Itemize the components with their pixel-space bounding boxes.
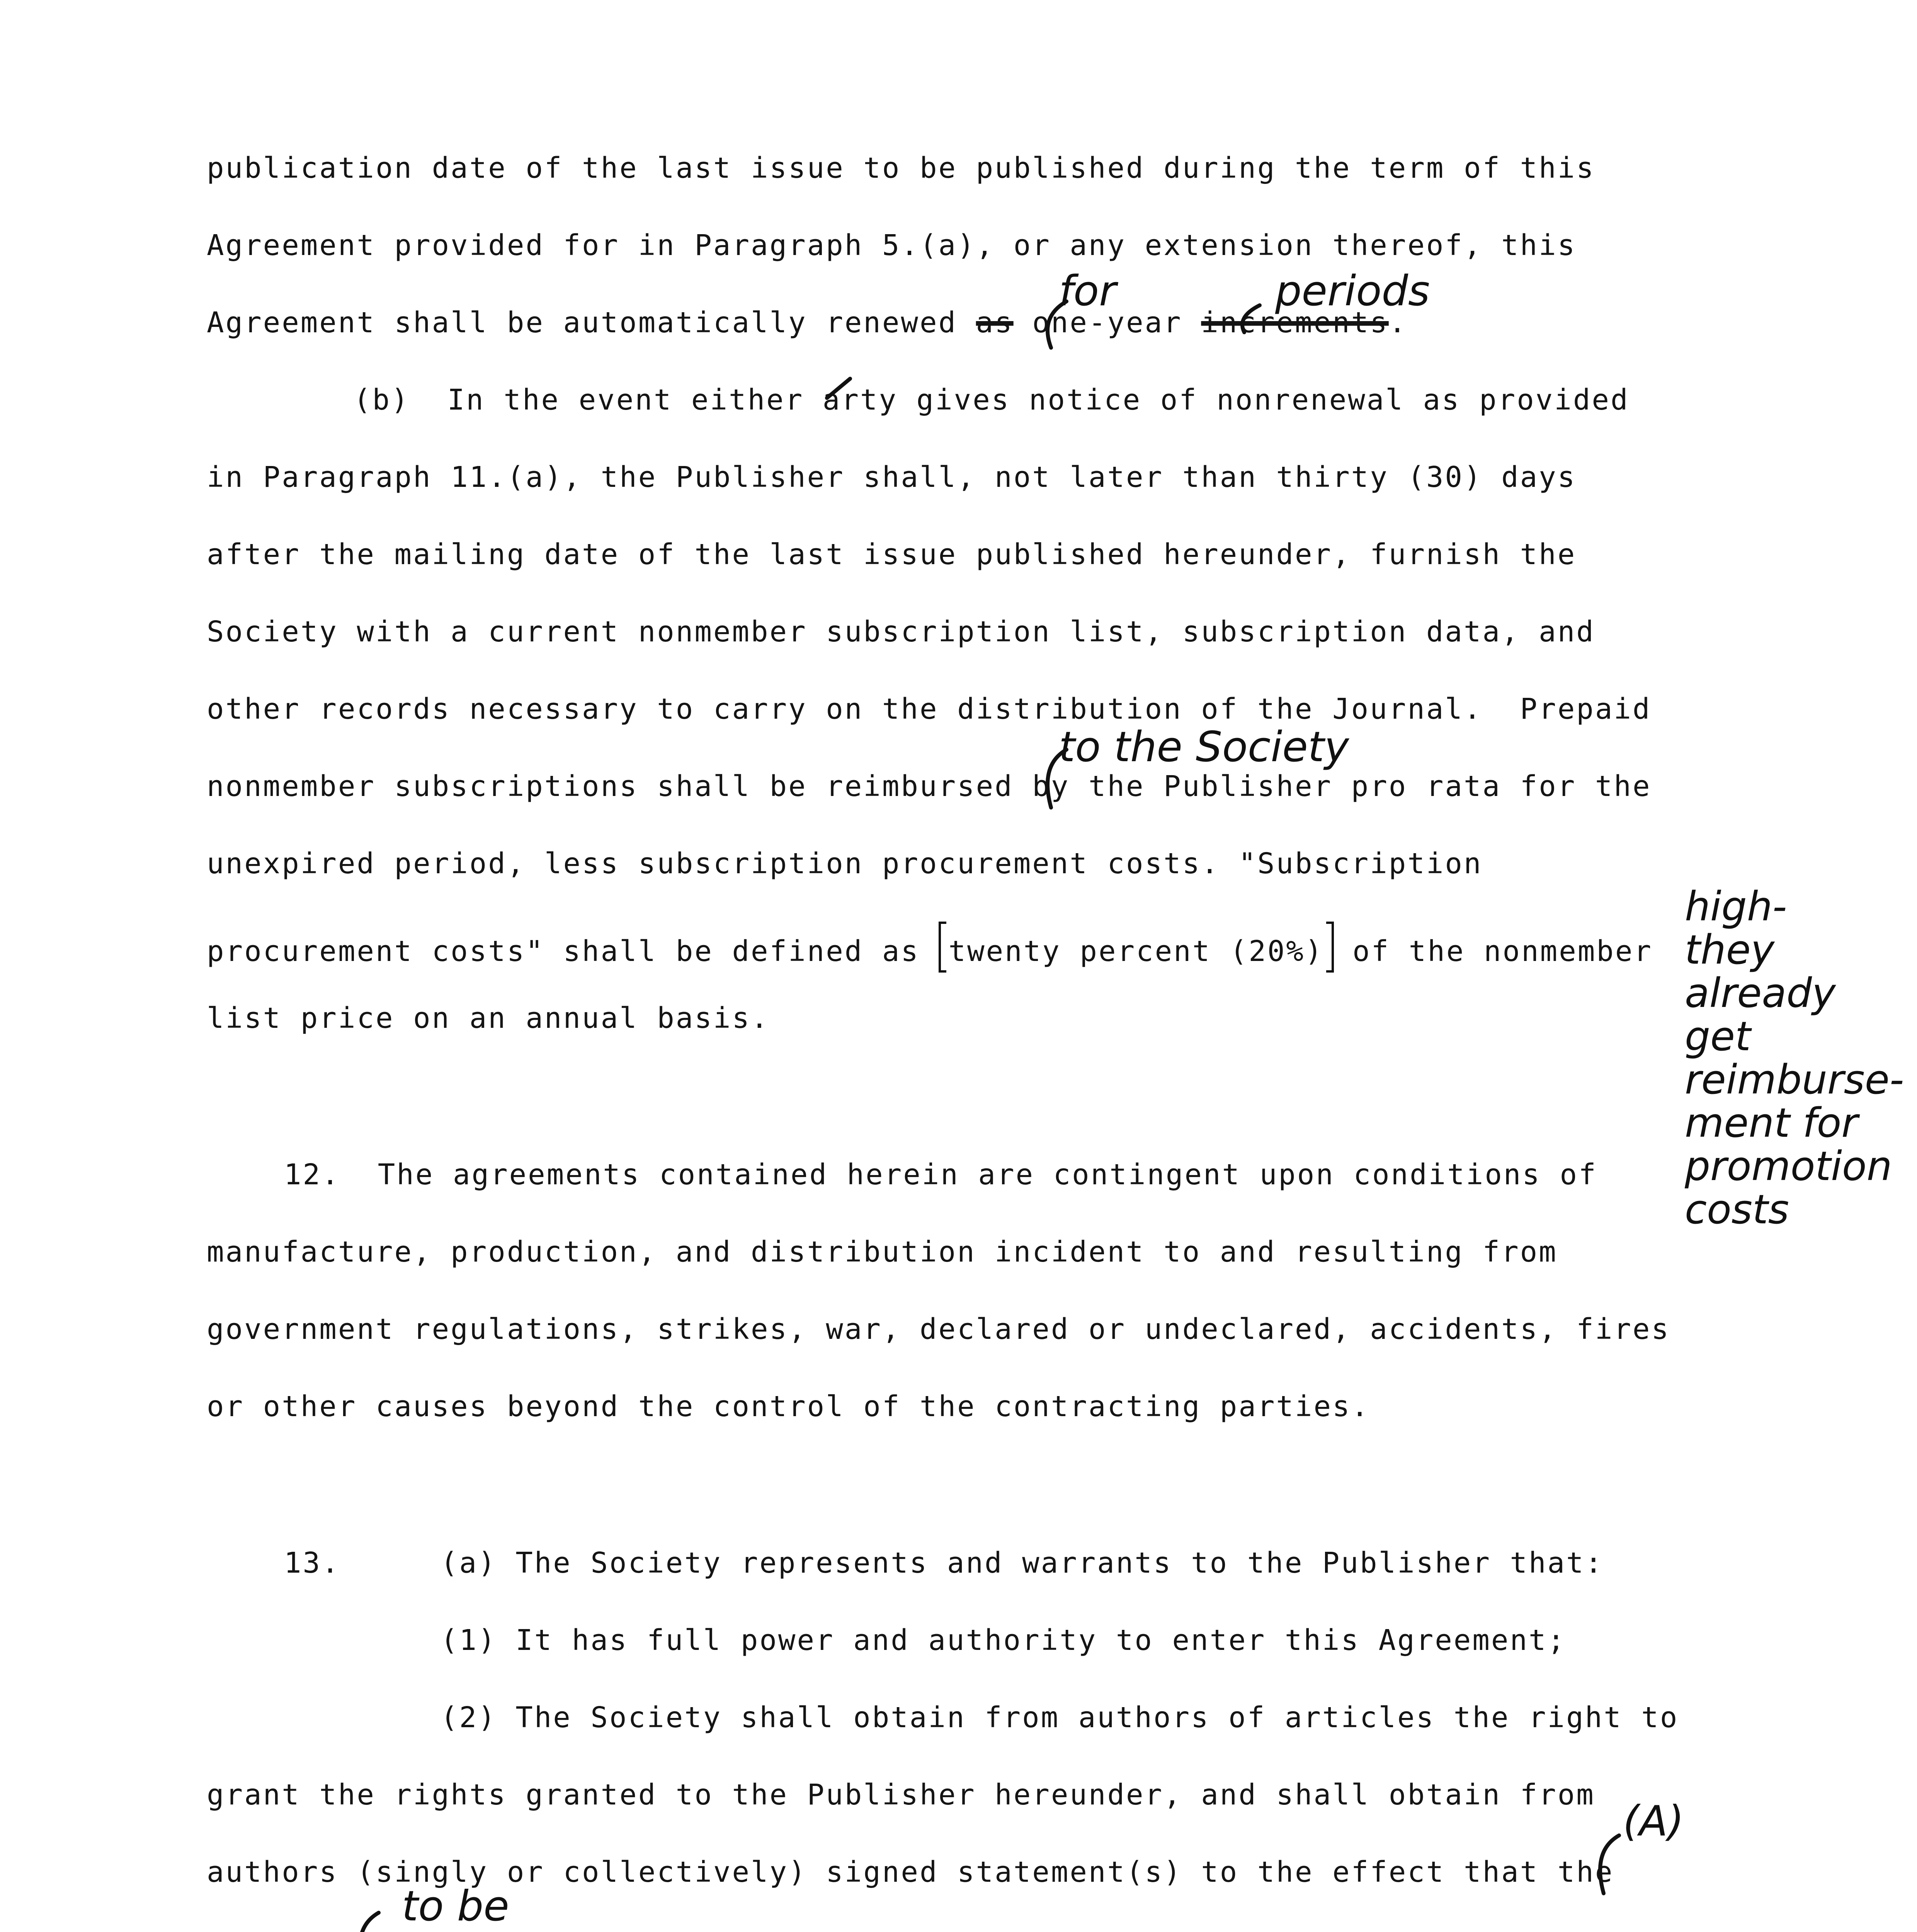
text-line: (1) It has full power and authority to enter this Agreement;: [441, 1624, 1567, 1657]
insertion-caret: [360, 1913, 379, 1932]
struck-text: as: [976, 306, 1014, 339]
text-line: grant the rights granted to the Publisher hereunder, and shall obtain from: [207, 1778, 1595, 1811]
margin-note-line: reimburse-: [1685, 1056, 1904, 1103]
text-line: (a) The Society represents and warrants to the Publisher that:: [441, 1546, 1604, 1580]
handwritten-insertion: to be: [402, 1882, 509, 1930]
margin-note-line: get: [1685, 1013, 1751, 1060]
text-line: publication date of the last issue to be published during the term of this: [207, 151, 1595, 185]
text-span: twenty percent (20%): [948, 935, 1324, 968]
text-line: or other causes beyond the control of the contracting parties.: [207, 1390, 1370, 1423]
margin-note-line: ment for: [1685, 1099, 1858, 1146]
text-line: other records necessary to carry on the distribution of the Journal. Prepaid: [207, 692, 1652, 726]
text-line: 12. The agreements contained herein are contingent upon conditions of: [284, 1158, 1597, 1191]
text-line: manufacture, production, and distribution incident to and resulting from: [207, 1235, 1558, 1269]
text-span: procurement costs" shall be defined as: [207, 935, 939, 968]
struck-text: increments: [1201, 306, 1389, 339]
margin-note-line: promotion: [1685, 1143, 1892, 1190]
text-line: (2) The Society shall obtain from authors of articles the right to: [441, 1701, 1679, 1734]
margin-note-line: they: [1685, 926, 1775, 973]
text-span: one-year: [1032, 306, 1182, 339]
text-span: Agreement shall be automatically renewed: [207, 306, 958, 339]
text-line: [207, 1930, 1721, 1932]
text-span: arty gives notice of nonrenewal as provided: [822, 383, 1630, 417]
handwritten-insertion: periods: [1275, 267, 1430, 315]
text-line: [207, 767, 1721, 806]
margin-note-line: costs: [1685, 1186, 1789, 1233]
text-span: nonmember subscriptions shall be reimbursed: [207, 770, 1014, 803]
handwritten-insertion: to the Society: [1059, 723, 1349, 771]
text-line: Agreement shall be automatically renewed as one-year increments.: [207, 306, 1408, 339]
bracket-mark: [1326, 922, 1334, 973]
text-span: authors (singly or collectively) signed statement(s) to the effect that: [207, 1855, 1539, 1889]
text-line: Society with a current nonmember subscription list, subscription data, and: [207, 615, 1595, 648]
text-span: (b) In the event either: [354, 383, 823, 417]
text-line: [354, 381, 1721, 419]
text-line: after the mailing date of the last issue published hereunder, furnish the: [207, 538, 1577, 571]
text-line: unexpired period, less subscription procurement costs. "Subscription: [207, 847, 1483, 880]
text-span: by the Publisher pro rata for the: [1032, 770, 1652, 803]
text-line: government regulations, strikes, war, declared or undeclared, accidents, fires: [207, 1313, 1670, 1346]
text-line: Agreement provided for in Paragraph 5.(a), or any extension thereof, this: [207, 229, 1577, 262]
text-span: of the nonmember: [1334, 935, 1653, 968]
text-span: less subscription procurement costs. "Subscription: [526, 847, 1483, 880]
text-line: list price on an annual basis.: [207, 1002, 770, 1035]
text-line: in Paragraph 11.(a), the Publisher shall, not later than thirty (30) days: [207, 461, 1577, 494]
margin-note-line: already: [1685, 969, 1836, 1017]
handwritten-marker: (A): [1623, 1797, 1684, 1845]
margin-note-line: high-: [1685, 883, 1787, 930]
text-span: unexpired period: [207, 847, 507, 880]
text-line: [207, 922, 1721, 973]
bracket-mark: [939, 922, 946, 973]
handwritten-insertion: for: [1059, 267, 1116, 315]
section-number: 13.: [284, 1546, 340, 1580]
text-span: the: [1557, 1855, 1614, 1889]
